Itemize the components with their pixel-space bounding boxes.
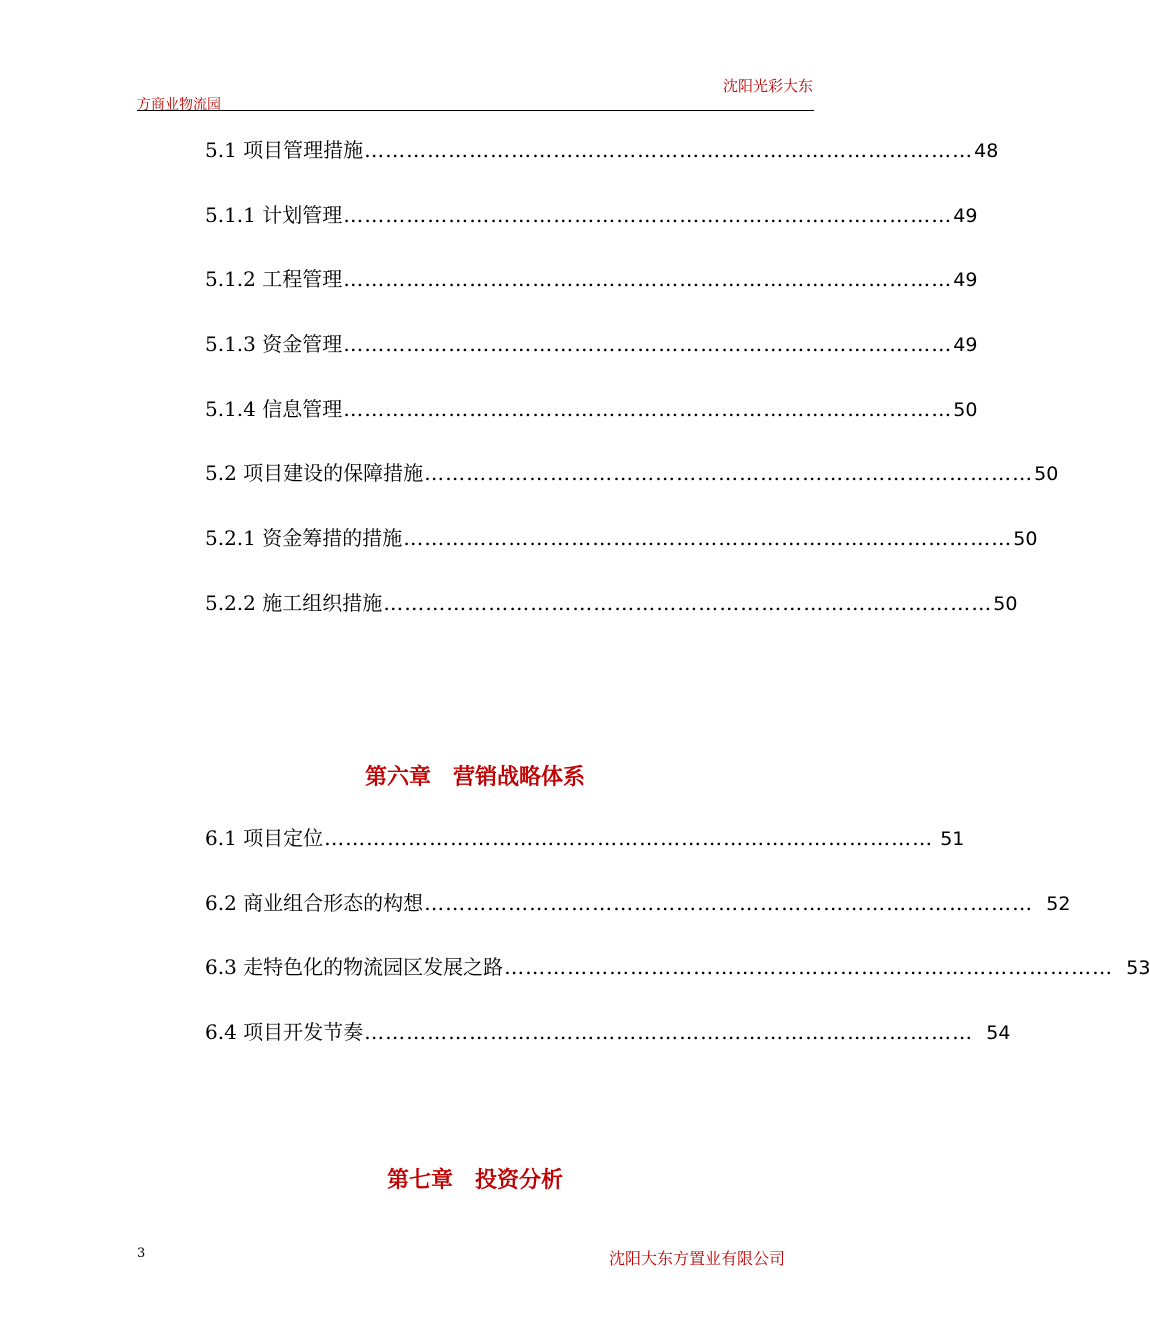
- toc-entry[interactable]: [205, 326, 978, 391]
- chapter-7-heading: 第七章 投资分析: [386, 1167, 563, 1193]
- chapter-6-heading: 第六章 营销战略体系: [364, 764, 585, 790]
- toc-leader-dots: ……………………………………………………………………………: [343, 202, 953, 227]
- toc-leader-dots: ……………………………………………………………………………: [504, 955, 1114, 980]
- header-right-text: 沈阳光彩大东: [722, 77, 813, 95]
- toc-entry-page: 51: [934, 828, 965, 850]
- toc-entry-page: 50: [1013, 528, 1038, 551]
- toc-leader-dots: ……………………………………………………………………………: [424, 461, 1034, 486]
- toc-entry[interactable]: [205, 585, 1018, 650]
- toc-entry-title: 5.2 项目建设的保障措施: [205, 461, 424, 486]
- toc-entry-page: 49: [953, 204, 978, 227]
- toc-entry-title: 6.3 走特色化的物流园区发展之路: [205, 955, 504, 980]
- toc-entry-page: 49: [953, 269, 978, 292]
- toc-leader-dots: ……………………………………………………………………………: [403, 526, 1013, 551]
- toc-leader-dots: ……………………………………………………………………………: [343, 267, 953, 292]
- toc-entry[interactable]: [205, 949, 1150, 1014]
- toc-entry-page: 50: [1034, 463, 1059, 486]
- toc-entry-title: 5.1.2 工程管理: [205, 267, 343, 292]
- toc-entry[interactable]: [205, 820, 965, 885]
- toc-entry-title: 6.2 商业组合形态的构想: [205, 890, 424, 915]
- toc-entry[interactable]: [205, 885, 1071, 950]
- toc-leader-dots: ……………………………………………………………………………: [343, 396, 953, 421]
- toc-entry-page: 48: [974, 140, 999, 162]
- toc-entry-title: 5.2.1 资金筹措的措施: [205, 526, 403, 551]
- toc-leader-dots: ……………………………………………………………………………: [424, 890, 1034, 915]
- toc-entry[interactable]: [205, 197, 978, 262]
- toc-entry-title: 5.1.1 计划管理: [205, 202, 343, 227]
- toc-entry-title: 5.1.4 信息管理: [205, 396, 343, 421]
- toc-entry[interactable]: [205, 391, 978, 456]
- toc-entry-page: 49: [953, 334, 978, 357]
- toc-entry-title: 6.1 项目定位: [205, 826, 324, 850]
- toc-entry-title: 5.1 项目管理措施: [205, 138, 364, 162]
- toc-entry-page: 50: [953, 398, 978, 421]
- toc-entry[interactable]: [205, 261, 978, 326]
- toc-leader-dots: ……………………………………………………………………………: [383, 590, 993, 615]
- toc-entry[interactable]: [205, 1014, 1011, 1079]
- toc-list-chapter5: [205, 132, 1059, 650]
- toc-leader-dots: ……………………………………………………………………………: [364, 138, 974, 162]
- toc-entry-page: 54: [974, 1022, 1011, 1045]
- toc-leader-dots: ……………………………………………………………………………: [343, 332, 953, 357]
- header-rule: [137, 110, 814, 111]
- header-left-text: 方商业物流园: [137, 97, 221, 113]
- toc-list-chapter6: [205, 820, 1150, 1079]
- toc-entry-title: 6.4 项目开发节奏: [205, 1020, 364, 1045]
- toc-leader-dots: ……………………………………………………………………………: [364, 1020, 974, 1045]
- footer-page-number: 3: [137, 1246, 146, 1261]
- toc-entry[interactable]: [205, 455, 1059, 520]
- toc-entry-title: 5.2.2 施工组织措施: [205, 590, 383, 615]
- footer-company-name: 沈阳大东方置业有限公司: [608, 1249, 785, 1268]
- toc-entry-page: 52: [1034, 892, 1071, 915]
- toc-entry[interactable]: [205, 520, 1038, 585]
- toc-entry-page: 53: [1114, 957, 1150, 980]
- toc-entry[interactable]: [205, 132, 999, 197]
- toc-entry-page: 50: [993, 592, 1018, 615]
- toc-entry-title: 5.1.3 资金管理: [205, 332, 343, 357]
- toc-leader-dots: ……………………………………………………………………………: [324, 826, 934, 850]
